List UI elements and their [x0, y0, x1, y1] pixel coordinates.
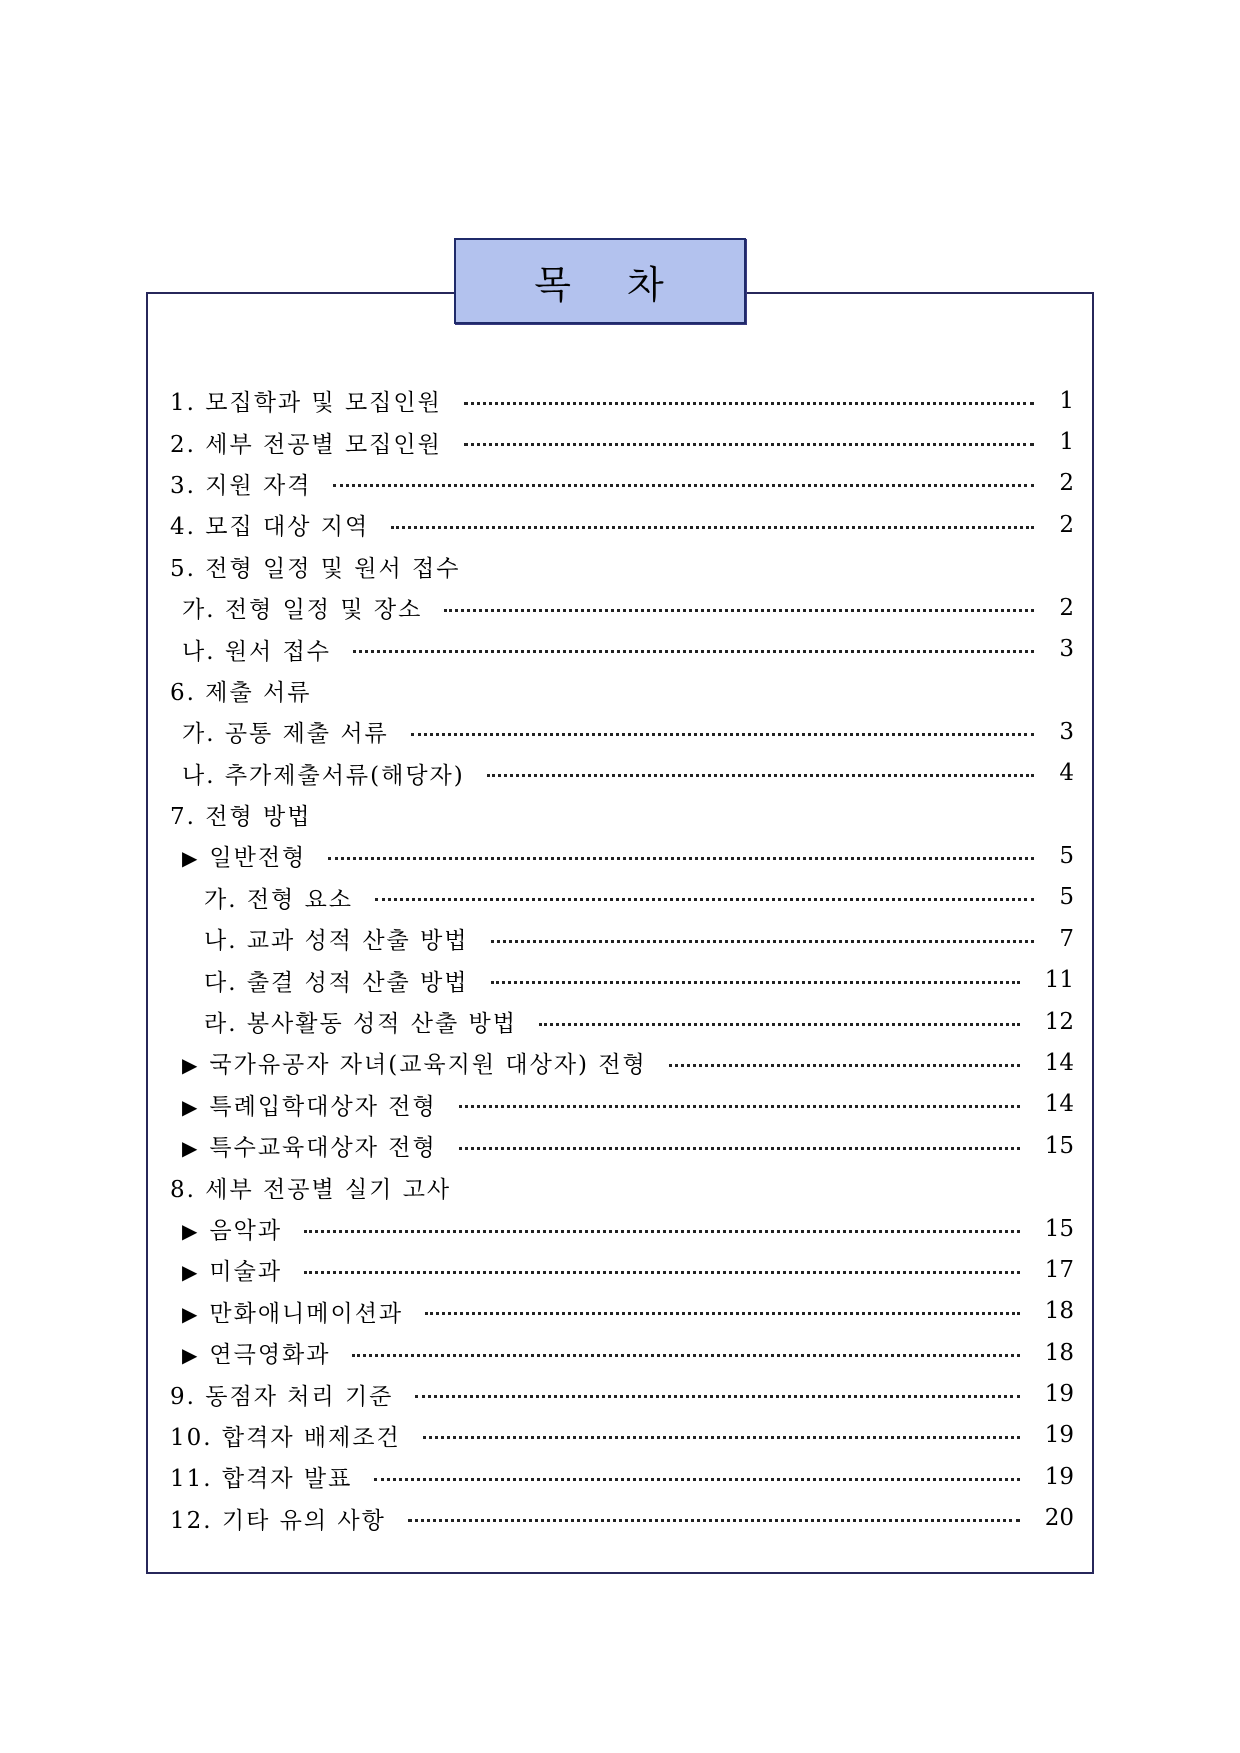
toc-entry[interactable]	[170, 670, 1074, 711]
toc-entry-text: 5. 전형 일정 및 원서 접수	[170, 555, 461, 582]
toc-entry-page-number: 18	[1044, 1298, 1074, 1325]
dot-leader	[304, 1230, 1020, 1233]
toc-entry-text: 다. 출결 성적 산출 방법	[204, 969, 469, 996]
toc-entry[interactable]	[170, 711, 1074, 752]
toc-entry[interactable]	[170, 1208, 1074, 1249]
play-arrow-icon: ▶	[182, 1219, 200, 1243]
dot-leader	[464, 402, 1034, 405]
toc-entry-label	[170, 426, 442, 459]
toc-entry[interactable]	[170, 753, 1074, 794]
toc-entry-text: 나. 추가제출서류(해당자)	[182, 762, 465, 789]
toc-entry-page-number: 17	[1044, 1256, 1074, 1283]
toc-entry-label	[204, 964, 469, 997]
toc-entry-label	[182, 1212, 282, 1245]
toc-entry-page-number: 18	[1044, 1339, 1074, 1366]
toc-entry-text: 국가유공자 자녀(교육지원 대상자) 전형	[209, 1052, 647, 1079]
toc-entry-page-number: 5	[1059, 884, 1074, 911]
toc-entry[interactable]	[170, 1125, 1074, 1166]
dot-leader	[352, 1354, 1020, 1357]
play-arrow-icon: ▶	[182, 1053, 200, 1078]
toc-entry-text: 음악과	[209, 1218, 283, 1244]
dot-leader	[487, 774, 1034, 777]
toc-entry-text: 8. 세부 전공별 실기 고사	[170, 1176, 452, 1203]
toc-entry-label	[170, 1460, 352, 1493]
toc-entry-page-number: 3	[1059, 718, 1074, 745]
toc-entry-text: 2. 세부 전공별 모집인원	[170, 431, 442, 458]
toc-entry-text: 가. 전형 요소	[204, 886, 354, 913]
dot-leader	[539, 1023, 1020, 1026]
toc-entry[interactable]	[170, 546, 1074, 587]
toc-entry-page-number: 7	[1059, 925, 1074, 952]
toc-entry-page-number: 15	[1044, 1132, 1074, 1159]
dot-leader	[411, 733, 1034, 736]
toc-entry[interactable]	[170, 1456, 1074, 1497]
dot-leader	[328, 857, 1034, 860]
toc-entry-label	[182, 1088, 437, 1121]
toc-entry-text: 미술과	[209, 1259, 283, 1286]
play-arrow-icon: ▶	[182, 1136, 200, 1161]
toc-entry[interactable]	[170, 1166, 1074, 1207]
dot-leader	[491, 981, 1020, 984]
toc-entry[interactable]	[170, 1415, 1074, 1456]
toc-entry-page-number: 5	[1059, 842, 1074, 869]
toc-entry-label	[182, 1253, 282, 1286]
toc-title	[534, 254, 665, 309]
toc-entry[interactable]	[170, 1332, 1074, 1373]
dot-leader	[375, 898, 1034, 901]
toc-entry-text: 가. 전형 일정 및 장소	[182, 597, 423, 624]
toc-entry-page-number: 3	[1059, 636, 1074, 663]
toc-entry-page-number: 4	[1059, 760, 1074, 787]
toc-entry[interactable]	[170, 1373, 1074, 1414]
toc-entry-page-number: 15	[1044, 1215, 1074, 1242]
toc-entry[interactable]	[170, 380, 1074, 421]
toc-entry-label	[170, 798, 311, 831]
toc-entry-text: 10. 합격자 배제조건	[170, 1424, 401, 1451]
dot-leader	[669, 1064, 1020, 1067]
play-arrow-icon: ▶	[182, 1301, 200, 1326]
toc-entry-text: 6. 제출 서류	[170, 679, 312, 706]
toc-entry-label	[170, 1419, 401, 1452]
toc-entry[interactable]	[170, 504, 1074, 545]
toc-entry-text: 11. 합격자 발표	[170, 1466, 353, 1493]
toc-entry-page-number: 19	[1044, 1463, 1074, 1490]
toc-entry-page-number: 11	[1044, 967, 1074, 994]
dot-leader	[464, 443, 1034, 446]
toc-entry-page-number: 19	[1044, 1422, 1074, 1449]
dot-leader	[304, 1271, 1020, 1274]
toc-entry-label	[170, 1502, 386, 1535]
toc-entry-label	[204, 881, 353, 914]
toc-entry-text: 7. 전형 방법	[170, 804, 312, 831]
toc-entry-text: 나. 교과 성적 산출 방법	[204, 928, 469, 955]
toc-entry-text: 연극영화과	[209, 1342, 331, 1369]
toc-title-char-2: 차	[627, 262, 666, 307]
toc-entry[interactable]	[170, 835, 1074, 876]
dot-leader	[374, 1478, 1020, 1481]
toc-entry-label	[182, 1295, 403, 1328]
toc-entry[interactable]	[170, 877, 1074, 918]
toc-entry-page-number: 2	[1059, 470, 1074, 497]
dot-leader	[415, 1395, 1020, 1398]
dot-leader	[333, 484, 1034, 487]
toc-entry-label	[170, 550, 460, 583]
toc-entry-label	[170, 1378, 393, 1411]
play-arrow-icon: ▶	[182, 846, 200, 871]
table-of-contents	[170, 380, 1074, 1539]
dot-leader	[423, 1436, 1020, 1439]
toc-entry-page-number: 12	[1044, 1008, 1074, 1035]
toc-entry-page-number: 19	[1044, 1381, 1074, 1408]
toc-entry-page-number: 1	[1059, 429, 1074, 456]
toc-entry-label	[204, 922, 469, 955]
dot-leader	[444, 609, 1034, 612]
toc-entry-text: 라. 봉사활동 성적 산출 방법	[204, 1011, 517, 1038]
toc-entry-page-number: 20	[1044, 1505, 1074, 1532]
dot-leader	[408, 1519, 1020, 1522]
toc-entry-label	[182, 839, 306, 872]
toc-entry-label	[170, 1171, 451, 1204]
dot-leader	[491, 940, 1034, 943]
toc-entry[interactable]	[170, 1001, 1074, 1042]
toc-entry-label	[170, 467, 311, 500]
toc-entry[interactable]	[170, 794, 1074, 835]
dot-leader	[459, 1147, 1020, 1150]
toc-entry-label	[182, 1336, 330, 1369]
toc-entry-label	[170, 384, 442, 417]
toc-entry-label	[170, 674, 311, 707]
toc-entry-page-number: 14	[1044, 1091, 1074, 1118]
toc-entry[interactable]	[170, 628, 1074, 669]
toc-entry-page-number: 1	[1059, 387, 1074, 414]
toc-entry[interactable]	[170, 1249, 1074, 1290]
toc-entry-label	[170, 508, 369, 541]
toc-entry-text: 12. 기타 유의 사항	[170, 1507, 386, 1534]
toc-entry-text: 나. 원서 접수	[182, 638, 332, 665]
toc-entry-text: 4. 모집 대상 지역	[170, 514, 370, 541]
toc-entry[interactable]	[170, 1498, 1074, 1539]
toc-entry[interactable]	[170, 587, 1074, 628]
toc-entry-label	[182, 757, 465, 790]
toc-entry-label	[204, 1005, 517, 1038]
toc-entry-label	[182, 633, 331, 666]
toc-entry-text: 9. 동점자 처리 기준	[170, 1383, 394, 1410]
play-arrow-icon: ▶	[182, 1260, 200, 1285]
toc-entry[interactable]	[170, 1042, 1074, 1083]
toc-entry-text: 가. 공통 제출 서류	[182, 721, 389, 748]
toc-entry-text: 만화애니메이션과	[209, 1300, 404, 1327]
toc-entry-text: 특수교육대상자 전형	[209, 1135, 437, 1162]
play-arrow-icon: ▶	[182, 1094, 200, 1119]
toc-entry[interactable]	[170, 421, 1074, 462]
toc-entry[interactable]	[170, 1291, 1074, 1332]
play-arrow-icon: ▶	[182, 1343, 200, 1368]
toc-entry-text: 일반전형	[209, 845, 307, 872]
dot-leader	[391, 526, 1034, 529]
dot-leader	[425, 1312, 1020, 1315]
toc-entry-page-number: 14	[1044, 1049, 1074, 1076]
dot-leader	[353, 650, 1034, 653]
toc-entry-label	[182, 1046, 647, 1079]
toc-title-box	[454, 238, 746, 324]
toc-entry[interactable]	[170, 463, 1074, 504]
toc-entry-page-number: 2	[1059, 511, 1074, 538]
toc-entry[interactable]	[170, 918, 1074, 959]
toc-entry[interactable]	[170, 959, 1074, 1000]
toc-entry[interactable]	[170, 1084, 1074, 1125]
toc-entry-label	[182, 715, 389, 748]
dot-leader	[459, 1105, 1020, 1108]
toc-entry-text: 1. 모집학과 및 모집인원	[170, 390, 442, 417]
toc-entry-page-number: 2	[1059, 594, 1074, 621]
toc-entry-text: 특례입학대상자 전형	[209, 1093, 437, 1120]
toc-entry-label	[182, 1129, 437, 1162]
toc-entry-text: 3. 지원 자격	[170, 472, 312, 499]
toc-title-char-1: 목	[534, 262, 573, 307]
toc-entry-label	[182, 591, 422, 624]
